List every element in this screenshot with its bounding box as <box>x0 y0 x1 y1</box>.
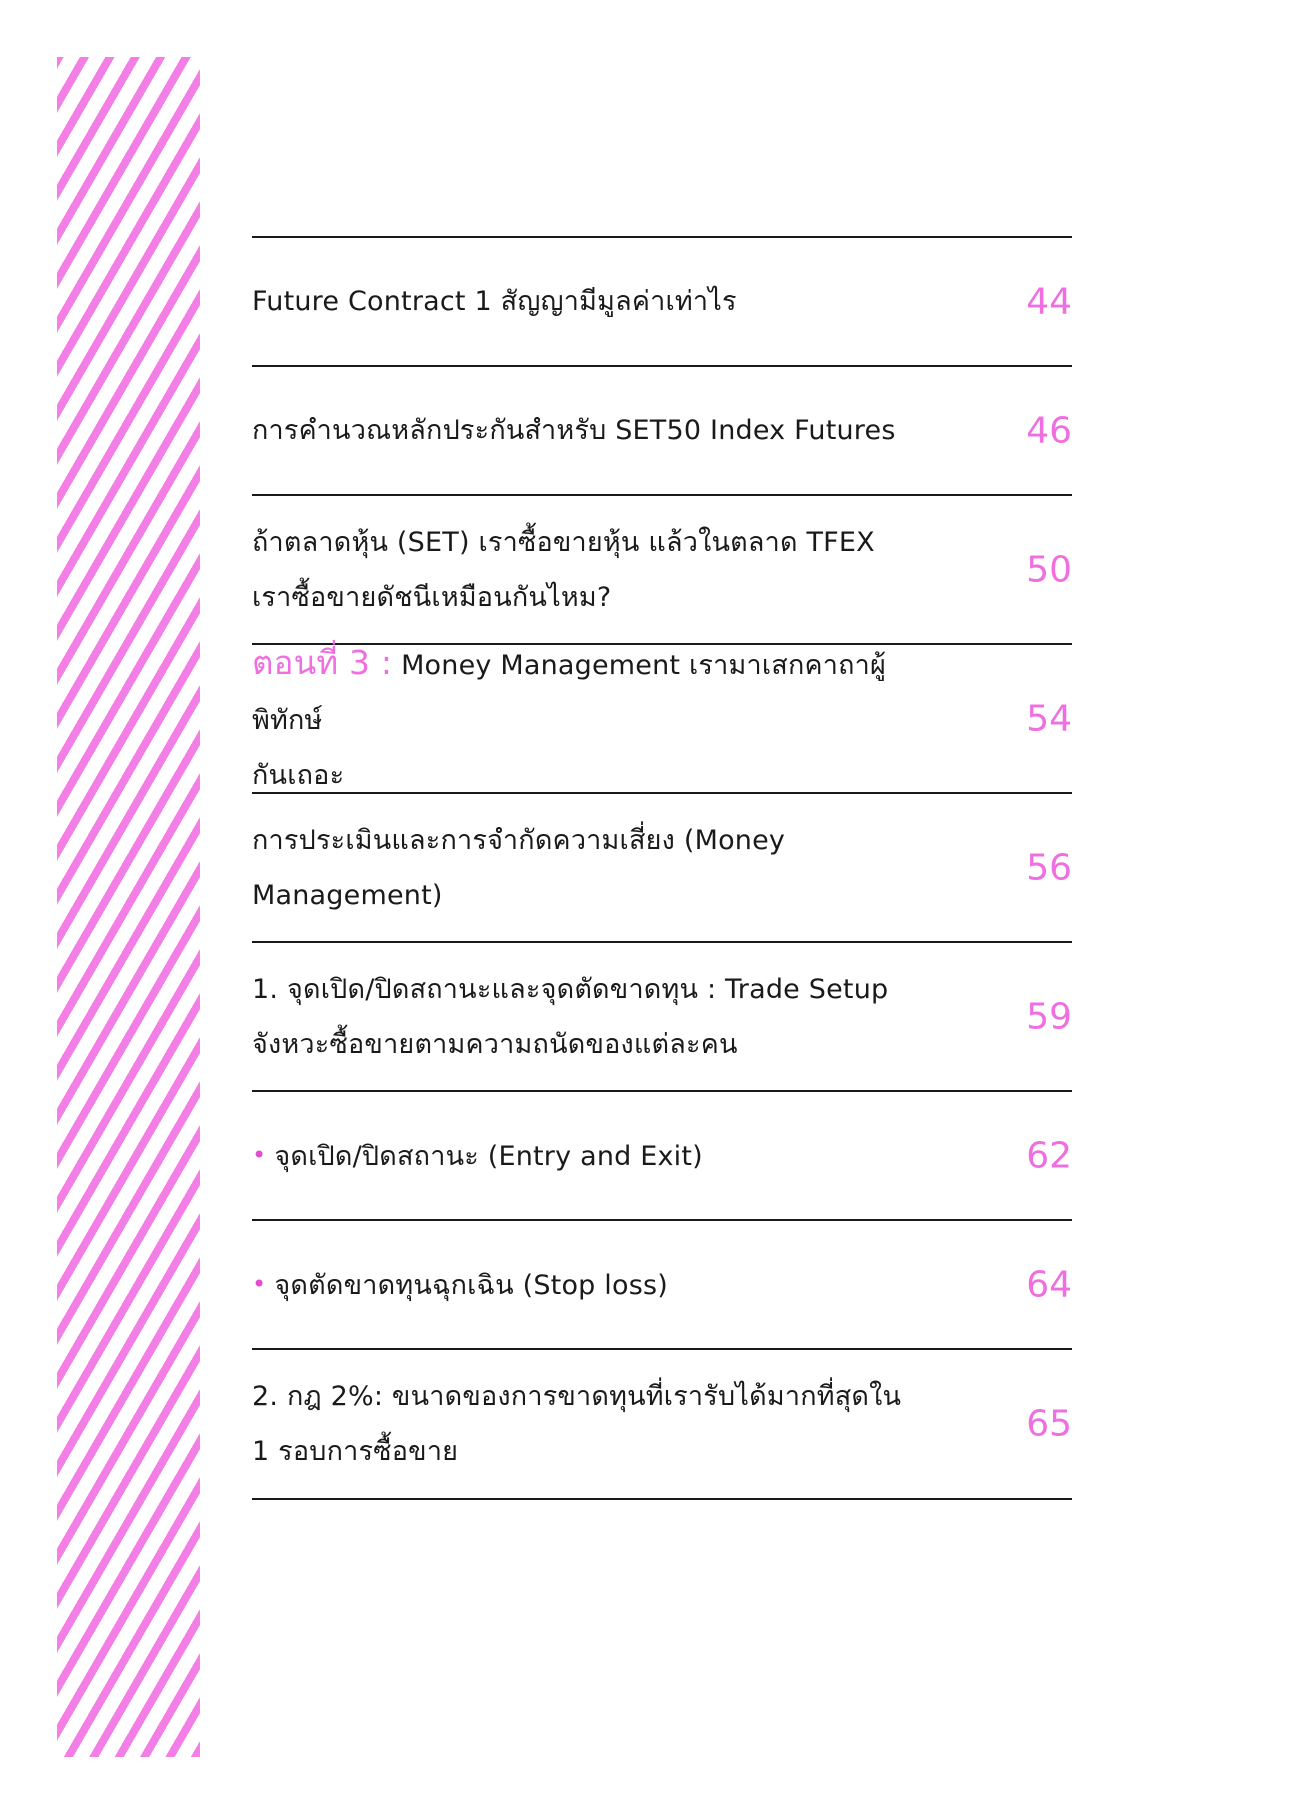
decorative-stripe-band <box>57 57 200 1757</box>
toc-entry-line: การประเมินและการจำกัดความเสี่ยง (Money <box>252 824 786 856</box>
toc-entry[interactable] <box>252 943 1072 1092</box>
toc-entry-title <box>252 813 952 923</box>
toc-entry-line: กันเถอะ <box>252 759 345 791</box>
toc-entry[interactable] <box>252 1350 1072 1500</box>
subentry-text: จุดตัดขาดทุนฉุกเฉิน (Stop loss) <box>274 1269 668 1301</box>
table-of-contents <box>252 236 1072 1500</box>
toc-entry-title <box>252 1257 952 1313</box>
toc-page-number: 44 <box>1026 281 1072 322</box>
toc-entry-line: 2. กฎ 2%: ขนาดของการขาดทุนที่เรารับได้มากที่สุดใน <box>252 1381 902 1412</box>
toc-entry-line: 1 รอบการซื้อขาย <box>252 1436 459 1467</box>
toc-entry[interactable] <box>252 496 1072 645</box>
section-title: Money Management เรามาเสกคาถาผู้พิทักษ์ <box>252 649 887 736</box>
toc-entry-title <box>252 1369 952 1479</box>
toc-page-number: 46 <box>1026 410 1072 451</box>
toc-page-number: 65 <box>1026 1403 1072 1445</box>
toc-entry[interactable] <box>252 238 1072 367</box>
section-label: ตอนที่ 3 : <box>252 642 393 682</box>
toc-entry-title: การคำนวณหลักประกันสำหรับ SET50 Index Futures <box>252 415 896 446</box>
toc-page-number: 64 <box>1026 1264 1072 1305</box>
toc-page-number: 54 <box>1026 698 1072 739</box>
toc-entry-title <box>252 962 952 1072</box>
toc-entry-title: Future Contract 1 สัญญามีมูลค่าเท่าไร <box>252 286 737 317</box>
toc-entry-line: ถ้าตลาดหุ้น (SET) เราซื้อขายหุ้น แล้วในตลาด TFEX <box>252 526 875 558</box>
toc-entry-title <box>252 1128 952 1184</box>
toc-page-number: 50 <box>1026 549 1072 590</box>
toc-entry-line: จังหวะซื้อขายตามความถนัดของแต่ละคน <box>252 1028 738 1060</box>
toc-page-number: 56 <box>1026 847 1072 888</box>
toc-entry[interactable] <box>252 794 1072 943</box>
toc-page-number: 62 <box>1026 1135 1072 1176</box>
toc-subentry[interactable] <box>252 1221 1072 1350</box>
bullet-icon: • <box>252 1269 267 1298</box>
toc-section-entry[interactable] <box>252 642 1072 794</box>
toc-entry-title <box>252 635 952 803</box>
toc-entry-line <box>252 635 952 748</box>
toc-entry[interactable] <box>252 367 1072 496</box>
toc-subentry[interactable] <box>252 1092 1072 1221</box>
toc-page-number: 59 <box>1026 996 1072 1037</box>
toc-entry-line: Management) <box>252 879 443 911</box>
toc-entry-title <box>252 515 952 625</box>
toc-entry-line: เราซื้อขายดัชนีเหมือนกันไหม? <box>252 581 612 613</box>
subentry-text: จุดเปิด/ปิดสถานะ (Entry and Exit) <box>274 1140 703 1172</box>
toc-entry-line: 1. จุดเปิด/ปิดสถานะและจุดตัดขาดทุน : Trade Setup <box>252 973 889 1005</box>
bullet-icon: • <box>252 1140 267 1169</box>
